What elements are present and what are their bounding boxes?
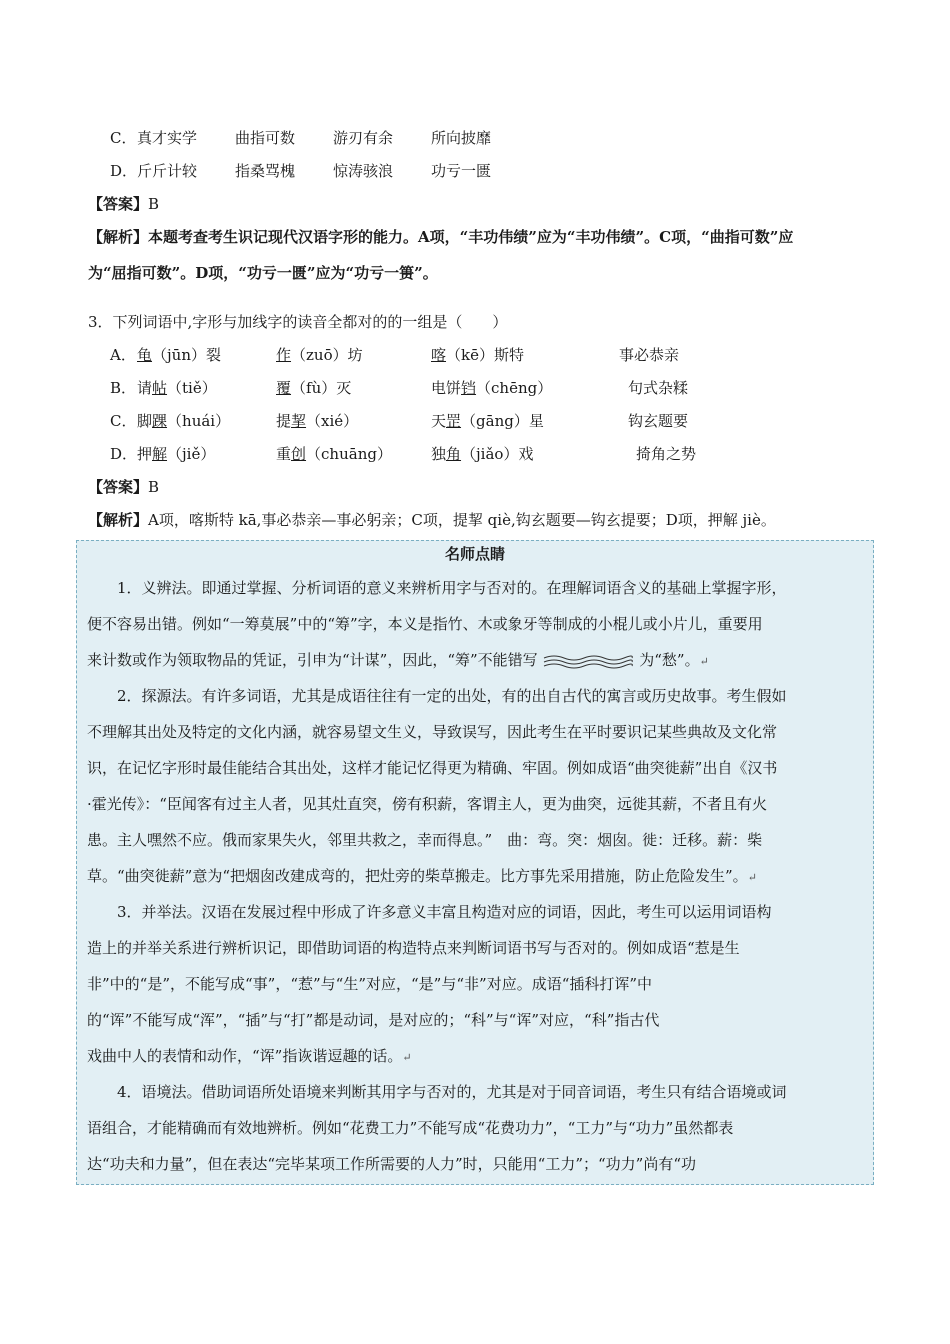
- q2-c-word-1: 真才实学: [137, 129, 198, 147]
- tips-box-title: 名师点睛: [444, 545, 505, 563]
- underlined-char: 罡: [446, 412, 462, 430]
- q3-c-item-4: 钩玄题要: [628, 412, 689, 430]
- q3-d-item-4: 掎角之势: [636, 445, 697, 463]
- option-letter: C．: [110, 129, 137, 147]
- q2-option-c: [110, 127, 136, 148]
- q3-option-b-letter: B．: [110, 379, 137, 397]
- q3-a-item-1: 龟（jūn）裂: [137, 346, 221, 364]
- tips-line: 识，在记忆字形时最佳能结合其出处，这样才能记忆得更为精确、牢固。例如成语“曲突徙薪”出自《汉书: [87, 759, 778, 777]
- analysis-label: 【解析】: [88, 511, 149, 529]
- tips-line: 语组合，才能精确而有效地辨析。例如“花费工力”不能写成“花费功力”，“工力”与“功力”虽然都表: [87, 1119, 734, 1137]
- q3-a-item-4: 事必恭亲: [619, 346, 680, 364]
- tips-line: 3．并举法。汉语在发展过程中形成了许多意义丰富且构造对应的词语，因此，考生可以运用词语构: [117, 903, 772, 921]
- underlined-char: 踝: [152, 412, 168, 430]
- underlined-char: 覆: [276, 379, 292, 397]
- q3-analysis: [88, 509, 776, 530]
- q2-c-word-2: 曲指可数: [235, 129, 296, 147]
- tips-line: 戏曲中人的表情和动作，“诨”指诙谐逗趣的话。↵: [87, 1047, 412, 1065]
- underlined-char: 帖: [152, 379, 168, 397]
- q3-b-item-4: 句式杂糅: [628, 379, 689, 397]
- q2-answer: [88, 193, 159, 214]
- answer-value: B: [148, 478, 160, 496]
- answer-label: 【答案】: [88, 195, 149, 213]
- q3-answer: [88, 476, 159, 497]
- q3-d-item-3: 独角（jiǎo）戏: [431, 445, 534, 463]
- q2-option-d: [110, 160, 137, 181]
- tips-line: 造上的并举关系进行辨析识记，即借助词语的构造特点来判断词语书写与否对的。例如成语“惹是生: [87, 939, 740, 957]
- q3-d-item-1: 押解（jiě）: [137, 445, 216, 463]
- tips-line: 4．语境法。借助词语所处语境来判断其用字与否对的，尤其是对于同音词语，考生只有结合语境或词: [117, 1083, 787, 1101]
- tips-line: 便不容易出错。例如“一筹莫展”中的“筹”字，本义是指竹、木或象牙等制成的小棍儿或小片儿，重要用: [87, 615, 763, 633]
- tips-line: 非”中的“是”，不能写成“事”，“惹”与“生”对应，“是”与“非”对应。成语“插科打诨”中: [87, 975, 653, 993]
- q3-stem: 3．下列词语中,字形与加线字的读音全都对的的一组是（ ）: [88, 313, 508, 331]
- paragraph-mark-icon: ↵: [747, 871, 757, 884]
- underlined-char: 创: [291, 445, 307, 463]
- underlined-char: 作: [276, 346, 292, 364]
- analysis-label: 【解析】: [88, 228, 149, 246]
- paragraph-mark-icon: ↵: [402, 1051, 412, 1064]
- tips-line: 达“功夫和力量”，但在表达“完毕某项工作所需要的人力”时，只能用“工力”；“功力”尚有“功: [87, 1155, 697, 1173]
- q3-d-item-2: 重创（chuāng）: [276, 445, 392, 463]
- tips-box: [76, 540, 874, 1185]
- q3-option-d-letter: D．: [110, 445, 138, 463]
- underlined-char: 挈: [291, 412, 307, 430]
- q2-d-word-2: 指桑骂槐: [235, 162, 296, 180]
- q3-a-item-2: 作（zuō）坊: [276, 346, 363, 364]
- tips-line: 1．义辨法。即通过掌握、分析词语的意义来辨析用字与否对的。在理解词语含义的基础上掌握字形，: [117, 579, 787, 597]
- q2-d-word-1: 斤斤计较: [137, 162, 198, 180]
- tips-line: 不理解其出处及特定的文化内涵，就容易望文生义，导致误写，因此考生在平时要识记某些典故及文化常: [87, 723, 778, 741]
- paragraph-mark-icon: ↵: [699, 655, 709, 668]
- q3-c-item-1: 脚踝（huái）: [137, 412, 231, 430]
- q3-option-c-letter: C．: [110, 412, 137, 430]
- q3-b-item-1: 请帖（tiě）: [137, 379, 217, 397]
- analysis-text: A项，喀斯特 kā,事必恭亲—事必躬亲；C项，提挈 qiè,钩玄题要—钩玄提要；D项，押解 jiè。: [148, 511, 776, 529]
- q2-c-word-4: 所向披靡: [431, 129, 492, 147]
- answer-value: B: [148, 195, 160, 213]
- analysis-text: 本题考查考生识记现代汉语字形的能力。A项，“丰功伟绩”应为“丰功伟绩”。C项，“曲指可数”应: [148, 228, 794, 246]
- q3-b-item-2: 覆（fù）灭: [276, 379, 352, 397]
- q3-a-item-3: 喀（kē）斯特: [431, 346, 524, 364]
- tips-line: 草。“曲突徙薪”意为“把烟囱改建成弯的，把灶旁的柴草搬走。比方事先采用措施，防止危险发生”。↵: [87, 867, 757, 885]
- q2-c-word-3: 游刃有余: [333, 129, 394, 147]
- tips-line: 来计数或作为领取物品的凭证，引申为“计谋”，因此，“筹”不能错写 为“愁”。↵: [87, 651, 709, 669]
- underlined-char: 龟: [137, 346, 153, 364]
- tips-line: ·霍光传》：“臣闻客有过主人者，见其灶直突，傍有积薪，客谓主人，更为曲突，远徙其薪，不者且有火: [87, 795, 767, 813]
- option-letter: D．: [110, 162, 138, 180]
- q2-d-word-3: 惊涛骇浪: [333, 162, 394, 180]
- underlined-char: 铛: [461, 379, 477, 397]
- tips-line: 的“诨”不能写成“浑”，“插”与“打”都是动词，是对应的；“科”与“诨”对应，“科”指古代: [87, 1011, 660, 1029]
- wavy-underline-icon: [542, 653, 634, 669]
- q2-analysis-line-1: [88, 226, 793, 247]
- q2-analysis-line-2: 为“屈指可数”。D项，“功亏一匮”应为“功亏一篑”。: [88, 264, 438, 282]
- q2-d-word-4: 功亏一匮: [431, 162, 492, 180]
- q3-c-item-2: 提挈（xié）: [276, 412, 359, 430]
- tips-line: 2．探源法。有许多词语，尤其是成语往往有一定的出处，有的出自古代的寓言或历史故事。考生假如: [117, 687, 787, 705]
- q3-option-a-letter: A．: [110, 346, 136, 364]
- underlined-char: 喀: [431, 346, 447, 364]
- q3-c-item-3: 天罡（gāng）星: [431, 412, 544, 430]
- q3-b-item-3: 电饼铛（chēng）: [431, 379, 553, 397]
- underlined-char: 解: [152, 445, 168, 463]
- answer-label: 【答案】: [88, 478, 149, 496]
- tips-line: 患。主人嘿然不应。俄而家果失火，邻里共救之，幸而得息。” 曲：弯。突：烟囱。徙：迁移。薪：柴: [87, 831, 763, 849]
- underlined-char: 角: [446, 445, 462, 463]
